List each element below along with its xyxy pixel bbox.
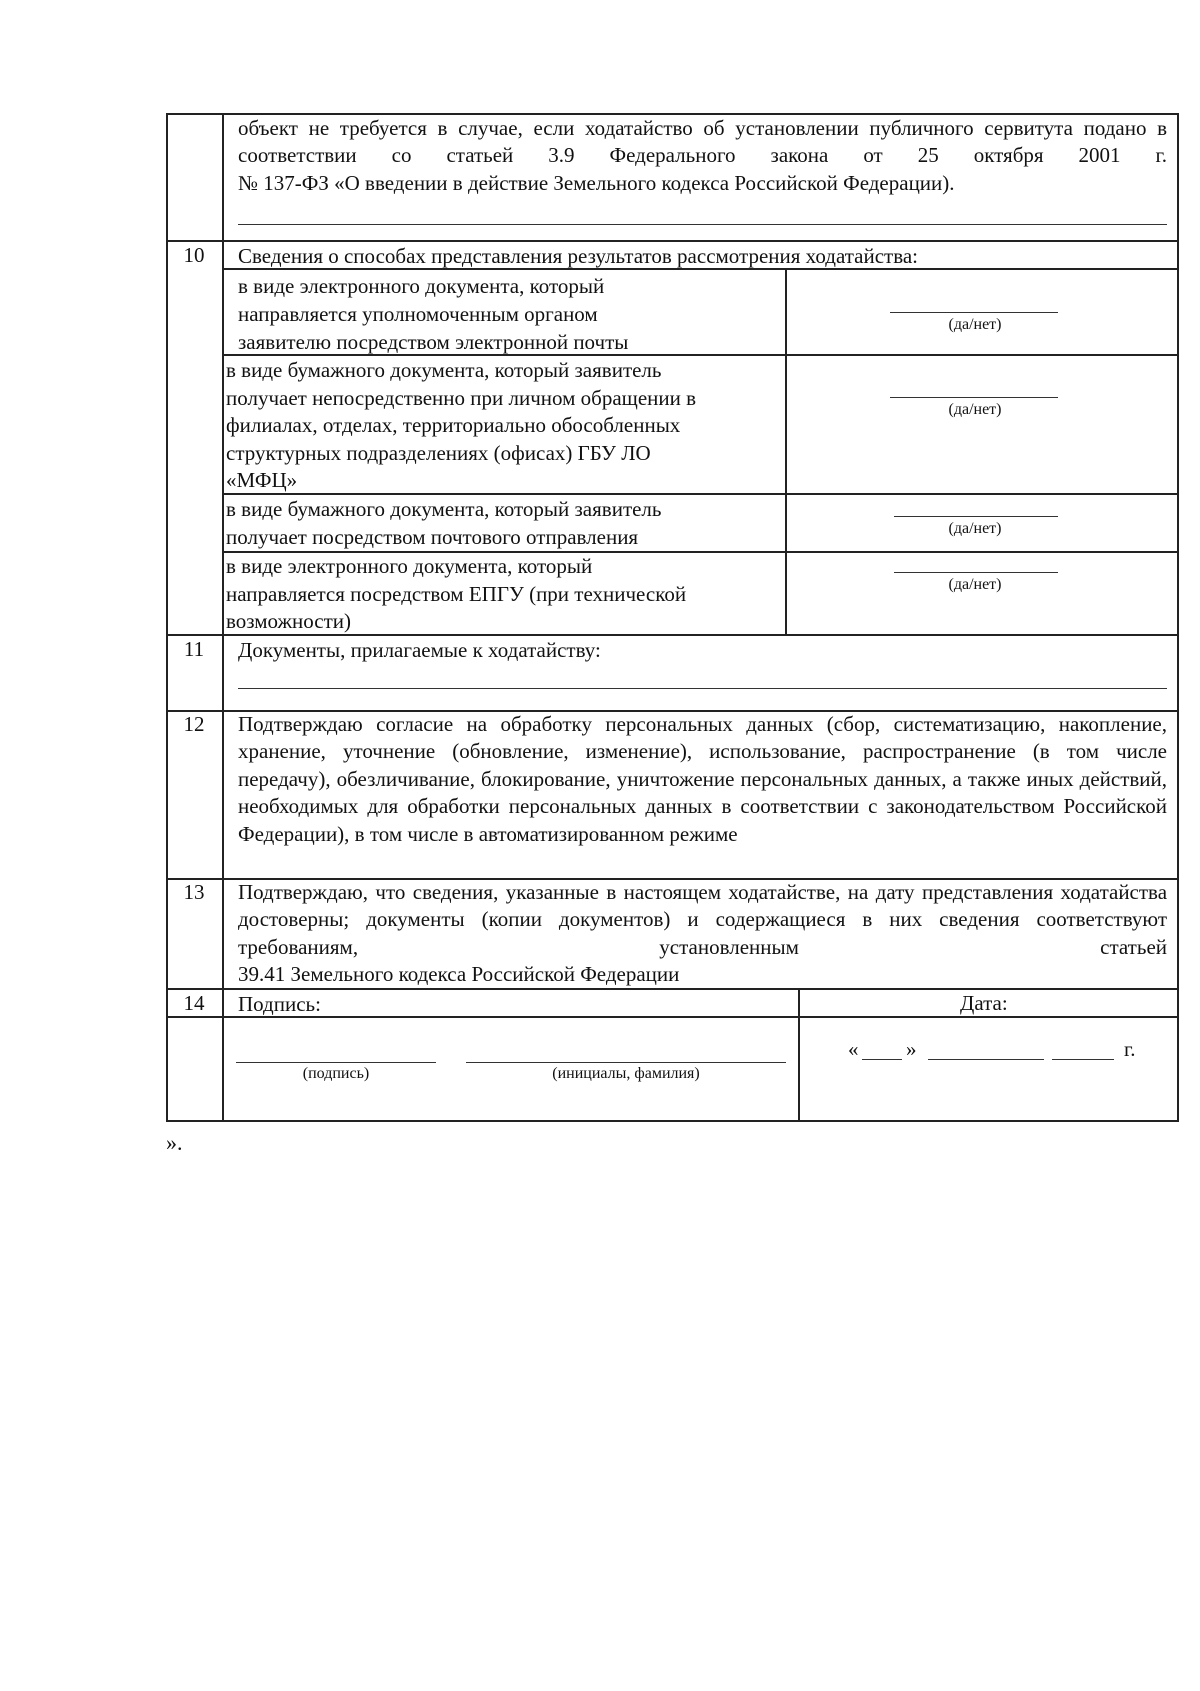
row10-option-3-text: в виде бумажного документа, который заявитель получает посредством почтового отправления xyxy=(226,497,662,549)
date-month-field[interactable] xyxy=(928,1059,1044,1060)
row10-option-1-answer-line[interactable] xyxy=(890,312,1058,313)
date-day-field[interactable] xyxy=(862,1059,902,1060)
row-separator xyxy=(166,240,1179,242)
answer-column-divider xyxy=(785,268,787,634)
row10-option-1-hint: (да/нет) xyxy=(948,316,1002,333)
row14-number: 14 xyxy=(183,991,205,1015)
signature-field[interactable] xyxy=(236,1062,436,1063)
row10-title: Сведения о способах представления результатов рассмотрения ходатайства: xyxy=(238,244,919,268)
row9-line: № 137-ФЗ «О введении в действие Земельного кодекса Российской Федерации). xyxy=(238,170,955,195)
date-column-divider xyxy=(798,988,800,1122)
date-close-quote: » xyxy=(906,1037,917,1061)
row10-option-3-hint: (да/нет) xyxy=(948,520,1002,537)
row10-option-2-answer-line[interactable] xyxy=(890,397,1058,398)
row9-text xyxy=(238,115,1167,197)
name-field[interactable] xyxy=(466,1062,786,1063)
row10-option-4-answer-line[interactable] xyxy=(894,572,1058,573)
row10-option-2-hint: (да/нет) xyxy=(948,401,1002,418)
year-suffix: г. xyxy=(1124,1037,1136,1061)
signature-label: Подпись: xyxy=(238,992,321,1016)
row11-title: Документы, прилагаемые к ходатайству: xyxy=(238,638,601,662)
row11-blank-line[interactable] xyxy=(238,688,1167,689)
date-open-quote: « xyxy=(848,1037,859,1061)
row10-option-4-hint: (да/нет) xyxy=(948,576,1002,593)
row13-confirmation-text: Подтверждаю, что сведения, указанные в настоящем ходатайстве, на дату представления ходатайства достоверны; документы (копии документов) и содержащиеся в них сведения соответствуют требованиям, установленным статьей 39.41 Земельного кодекса Российской Федерации xyxy=(238,880,1168,987)
row9-line: объект не требуется в случае, если ходатайство об установлении публичного сервитута xyxy=(238,116,1073,140)
signature-caption: (подпись) xyxy=(302,1065,370,1082)
row10-option-4-text: в виде электронного документа, который направляется посредством ЕПГУ (при технической возможности) xyxy=(226,554,687,633)
closing-mark: ». xyxy=(166,1130,183,1155)
row10-option-3-answer-line[interactable] xyxy=(894,516,1058,517)
date-label: Дата: xyxy=(960,991,1008,1015)
row13-number: 13 xyxy=(183,880,205,904)
row9-blank-line[interactable] xyxy=(238,224,1167,225)
row9-line: подано в соответствии со статьей 3.9 Федерального закона от 25 октября 2001 г. xyxy=(238,116,1168,168)
row12-number: 12 xyxy=(183,712,205,736)
date-year-field[interactable] xyxy=(1052,1059,1114,1060)
row11-number: 11 xyxy=(183,637,205,661)
number-column-divider xyxy=(222,113,224,1122)
row10-option-1-text: в виде электронного документа, который направляется уполномоченным органом заявителю посредством электронной почты xyxy=(238,274,629,354)
row10-number: 10 xyxy=(183,243,205,267)
row12-consent-text: Подтверждаю согласие на обработку персональных данных (сбор, систематизацию, накопление, хранение, уточнение (обновление, изменение), использование, распространение (в том числе передачу), обезличивание, блокирование, уничтожение персональных данных, а также иных действий, необходимых для обработки персональных данных в соответствии с законодательством Российской Федерации), в том числе в автоматизированном режиме xyxy=(238,712,1168,846)
name-caption: (инициалы, фамилия) xyxy=(552,1065,700,1082)
row10-option-2-text: в виде бумажного документа, который заявитель получает непосредственно при личном обращении в филиалах, отделах, территориально обособленных структурных подразделениях (офисах) ГБУ ЛО «МФЦ» xyxy=(226,358,697,492)
